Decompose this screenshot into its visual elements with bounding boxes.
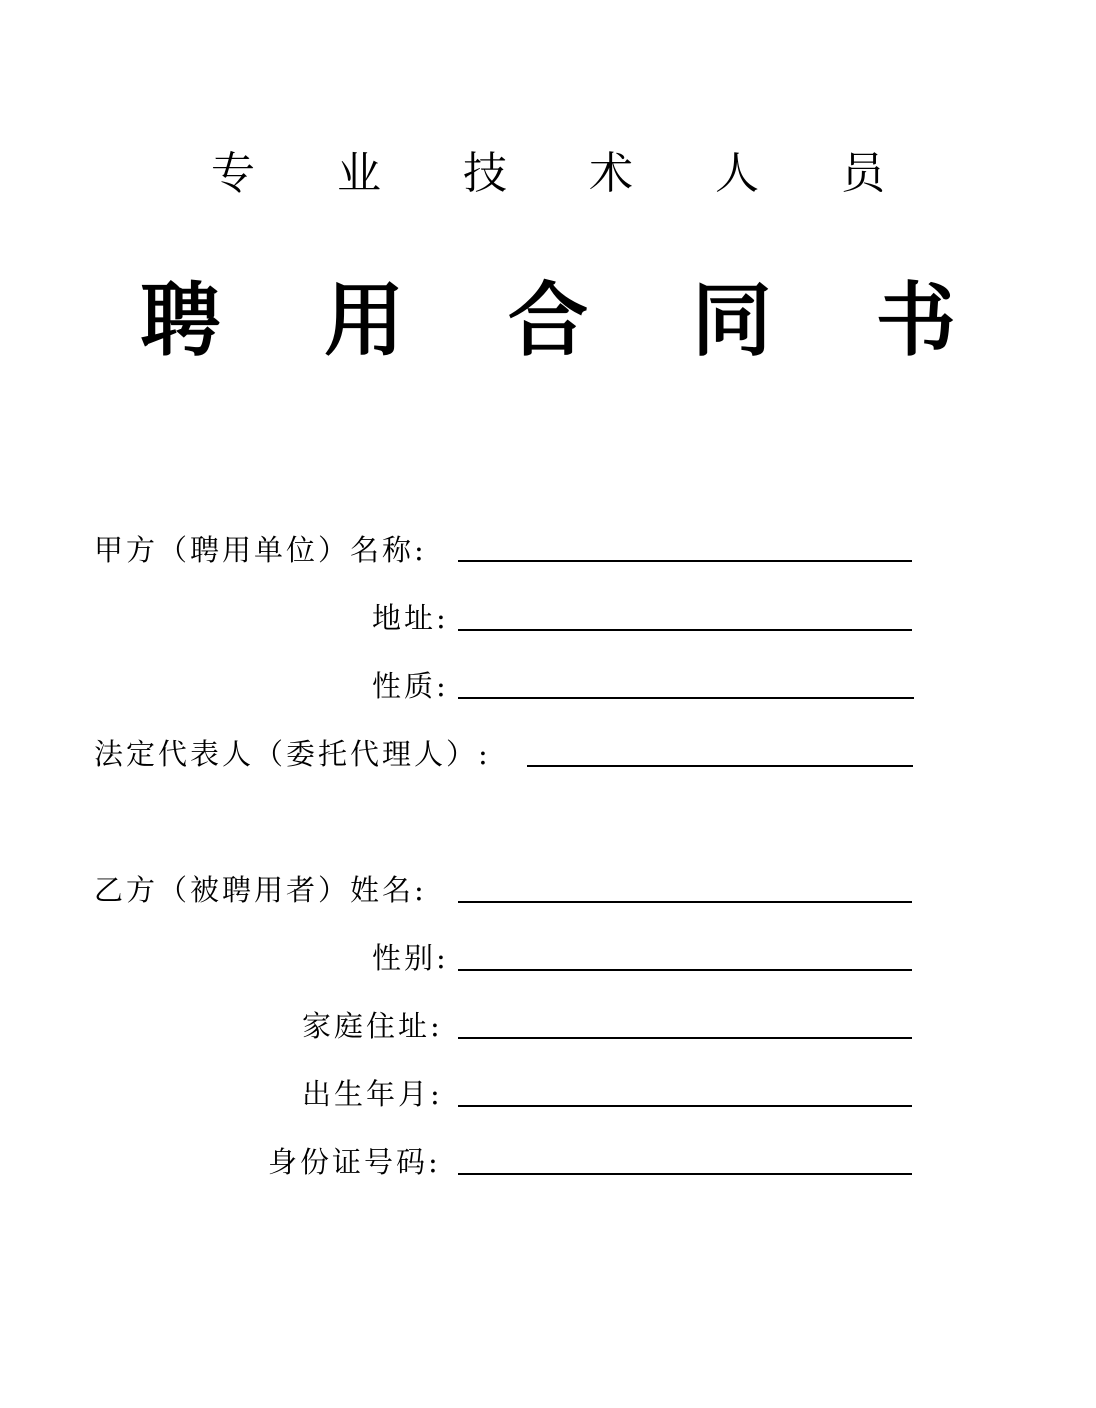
party-b-birth-date-label: 出生年月: [302, 1077, 443, 1111]
party-b-gender-label: 性别: [372, 941, 449, 975]
party-a-nature-label: 性质: [372, 669, 449, 703]
party-a-address-field [0, 598, 1096, 638]
party-b-name-field [0, 870, 1096, 910]
party-a-representative-blank[interactable] [527, 765, 913, 767]
party-b-home-address-field [0, 1006, 1096, 1046]
party-a-nature-blank[interactable] [458, 697, 914, 699]
party-a-name-label: 甲方（聘用单位）名称: [94, 533, 427, 567]
party-b-birth-date-field [0, 1074, 1096, 1114]
party-b-id-number-label: 身份证号码: [268, 1145, 441, 1179]
party-b-id-number-blank[interactable] [458, 1173, 912, 1175]
party-b-birth-date-blank[interactable] [458, 1105, 912, 1107]
party-a-address-label: 地址: [372, 601, 449, 635]
party-a-nature-field [0, 666, 1096, 706]
party-a-representative-label: 法定代表人（委托代理人）: [94, 737, 491, 771]
party-b-home-address-blank[interactable] [458, 1037, 912, 1039]
party-b-home-address-label: 家庭住址: [302, 1009, 443, 1043]
party-b-name-blank[interactable] [458, 901, 912, 903]
party-b-gender-blank[interactable] [458, 969, 912, 971]
party-a-name-field [0, 530, 1096, 570]
party-b-id-number-field [0, 1142, 1096, 1182]
party-a-address-blank[interactable] [458, 629, 912, 631]
party-a-name-blank[interactable] [458, 560, 912, 562]
document-title: 聘 用 合 同 书 [140, 273, 994, 367]
party-a-representative-field [0, 734, 1096, 774]
party-b-gender-field [0, 938, 1096, 978]
party-b-name-label: 乙方（被聘用者）姓名: [94, 873, 427, 907]
document-subtitle: 专 业 技 术 人 员 [211, 148, 919, 199]
